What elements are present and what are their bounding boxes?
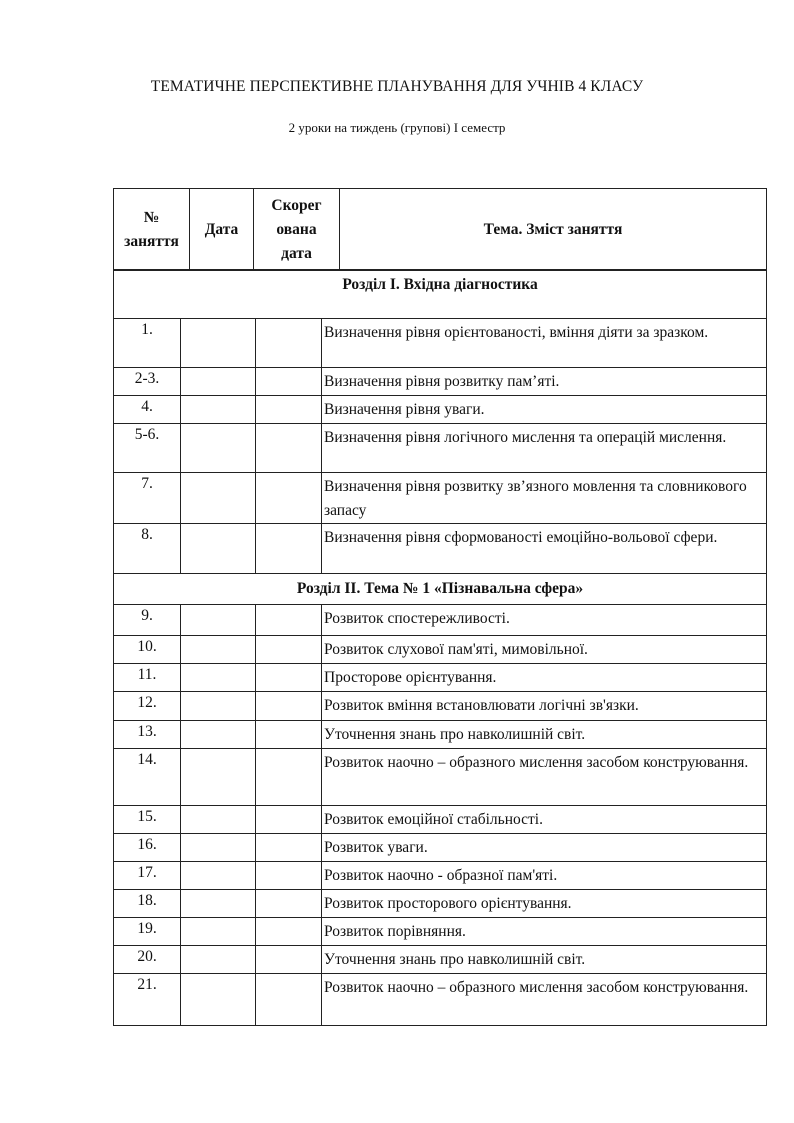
lesson-number: 2-3.	[114, 368, 181, 396]
lesson-number: 17.	[114, 862, 181, 890]
lesson-topic: Визначення рівня сформованості емоційно-вольової сфери.	[322, 524, 767, 574]
lesson-topic: Розвиток вміння встановлювати логічні зв'язки.	[322, 692, 767, 721]
table-row	[114, 890, 767, 918]
lesson-topic: Визначення рівня розвитку зв’язного мовлення та словникового запасу	[322, 473, 767, 524]
adjusted-date-cell	[256, 918, 322, 946]
document-title: ТЕМАТИЧНЕ ПЕРСПЕКТИВНЕ ПЛАНУВАННЯ ДЛЯ УЧНІВ 4 КЛАСУ	[150, 78, 644, 95]
adjusted-date-cell	[256, 862, 322, 890]
document-subtitle: 2 уроки на тиждень (групові) І семестр	[288, 120, 506, 135]
lesson-number: 8.	[114, 524, 181, 574]
lesson-topic: Розвиток наочно - образної пам'яті.	[322, 862, 767, 890]
lesson-topic: Розвиток просторового орієнтування.	[322, 890, 767, 918]
lesson-topic: Уточнення знань про навколишній світ.	[322, 946, 767, 974]
adjusted-date-cell	[256, 946, 322, 974]
header-adjusted-date-line3: дата	[281, 244, 312, 262]
table-row	[114, 368, 767, 396]
adjusted-date-cell	[256, 368, 322, 396]
table-row	[114, 319, 767, 368]
date-cell	[181, 862, 256, 890]
lesson-topic: Розвиток порівняння.	[322, 918, 767, 946]
date-cell	[181, 368, 256, 396]
date-cell	[181, 636, 256, 664]
adjusted-date-cell	[256, 605, 322, 636]
lesson-number: 13.	[114, 721, 181, 749]
date-cell	[181, 605, 256, 636]
header-adjusted-date-line1: Скорег	[271, 196, 322, 214]
header-lesson-number-line2: заняття	[124, 232, 179, 250]
lesson-topic: Розвиток емоційної стабільності.	[322, 806, 767, 834]
lesson-number: 15.	[114, 806, 181, 834]
date-cell	[181, 524, 256, 574]
date-cell	[181, 473, 256, 524]
table-row	[114, 862, 767, 890]
table-header	[113, 188, 767, 271]
lesson-number: 16.	[114, 834, 181, 862]
date-cell	[181, 319, 256, 368]
table-row	[114, 974, 767, 1026]
lesson-topic: Визначення рівня уваги.	[322, 396, 767, 424]
table-row	[114, 806, 767, 834]
date-cell	[181, 692, 256, 721]
date-cell	[181, 664, 256, 692]
table-row	[114, 834, 767, 862]
lesson-number: 18.	[114, 890, 181, 918]
table-row	[114, 692, 767, 721]
table-row	[114, 721, 767, 749]
lesson-topic: Визначення рівня розвитку пам’яті.	[322, 368, 767, 396]
adjusted-date-cell	[256, 636, 322, 664]
adjusted-date-cell	[256, 692, 322, 721]
table-row	[114, 605, 767, 636]
adjusted-date-cell	[256, 806, 322, 834]
date-cell	[181, 396, 256, 424]
lesson-topic: Розвиток уваги.	[322, 834, 767, 862]
adjusted-date-cell	[256, 424, 322, 473]
lesson-topic: Визначення рівня логічного мислення та операцій мислення.	[322, 424, 767, 473]
adjusted-date-cell	[256, 664, 322, 692]
lesson-number: 5-6.	[114, 424, 181, 473]
adjusted-date-cell	[256, 396, 322, 424]
lesson-number: 1.	[114, 319, 181, 368]
adjusted-date-cell	[256, 890, 322, 918]
lesson-number: 20.	[114, 946, 181, 974]
table-row	[114, 396, 767, 424]
date-cell	[181, 918, 256, 946]
header-topic: Тема. Зміст заняття	[340, 189, 767, 271]
header-adjusted-date-line2: ована	[276, 220, 317, 238]
header-adjusted-date	[254, 189, 340, 271]
date-cell	[181, 946, 256, 974]
lesson-number: 9.	[114, 605, 181, 636]
lesson-number: 19.	[114, 918, 181, 946]
table-row	[114, 749, 767, 806]
adjusted-date-cell	[256, 834, 322, 862]
lesson-topic: Уточнення знань про навколишній світ.	[322, 721, 767, 749]
adjusted-date-cell	[256, 721, 322, 749]
lesson-number: 7.	[114, 473, 181, 524]
table-row	[114, 664, 767, 692]
date-cell	[181, 974, 256, 1026]
table-row	[114, 918, 767, 946]
lesson-number: 12.	[114, 692, 181, 721]
lesson-topic: Розвиток спостережливості.	[322, 605, 767, 636]
header-date: Дата	[190, 189, 254, 271]
lesson-topic: Розвиток наочно – образного мислення засобом конструювання.	[322, 749, 767, 806]
section-heading: Розділ І. Вхідна діагностика	[114, 270, 767, 319]
adjusted-date-cell	[256, 473, 322, 524]
table-row	[114, 946, 767, 974]
lesson-topic: Розвиток наочно – образного мислення засобом конструювання.	[322, 974, 767, 1026]
adjusted-date-cell	[256, 319, 322, 368]
plan-table	[113, 269, 767, 1026]
date-cell	[181, 834, 256, 862]
adjusted-date-cell	[256, 524, 322, 574]
table-row	[114, 636, 767, 664]
date-cell	[181, 890, 256, 918]
section-heading: Розділ ІІ. Тема № 1 «Пізнавальна сфера»	[114, 574, 767, 605]
lesson-topic: Визначення рівня орієнтованості, вміння діяти за зразком.	[322, 319, 767, 368]
lesson-topic: Розвиток слухової пам'яті, мимовільної.	[322, 636, 767, 664]
lesson-number: 4.	[114, 396, 181, 424]
lesson-number: 21.	[114, 974, 181, 1026]
header-lesson-number	[114, 189, 190, 271]
lesson-number: 14.	[114, 749, 181, 806]
lesson-number: 11.	[114, 664, 181, 692]
date-cell	[181, 424, 256, 473]
date-cell	[181, 806, 256, 834]
table-row	[114, 424, 767, 473]
adjusted-date-cell	[256, 749, 322, 806]
lesson-number: 10.	[114, 636, 181, 664]
table-row	[114, 473, 767, 524]
date-cell	[181, 749, 256, 806]
adjusted-date-cell	[256, 974, 322, 1026]
table-row	[114, 524, 767, 574]
date-cell	[181, 721, 256, 749]
lesson-topic: Просторове орієнтування.	[322, 664, 767, 692]
header-lesson-number-line1: №	[143, 208, 160, 226]
